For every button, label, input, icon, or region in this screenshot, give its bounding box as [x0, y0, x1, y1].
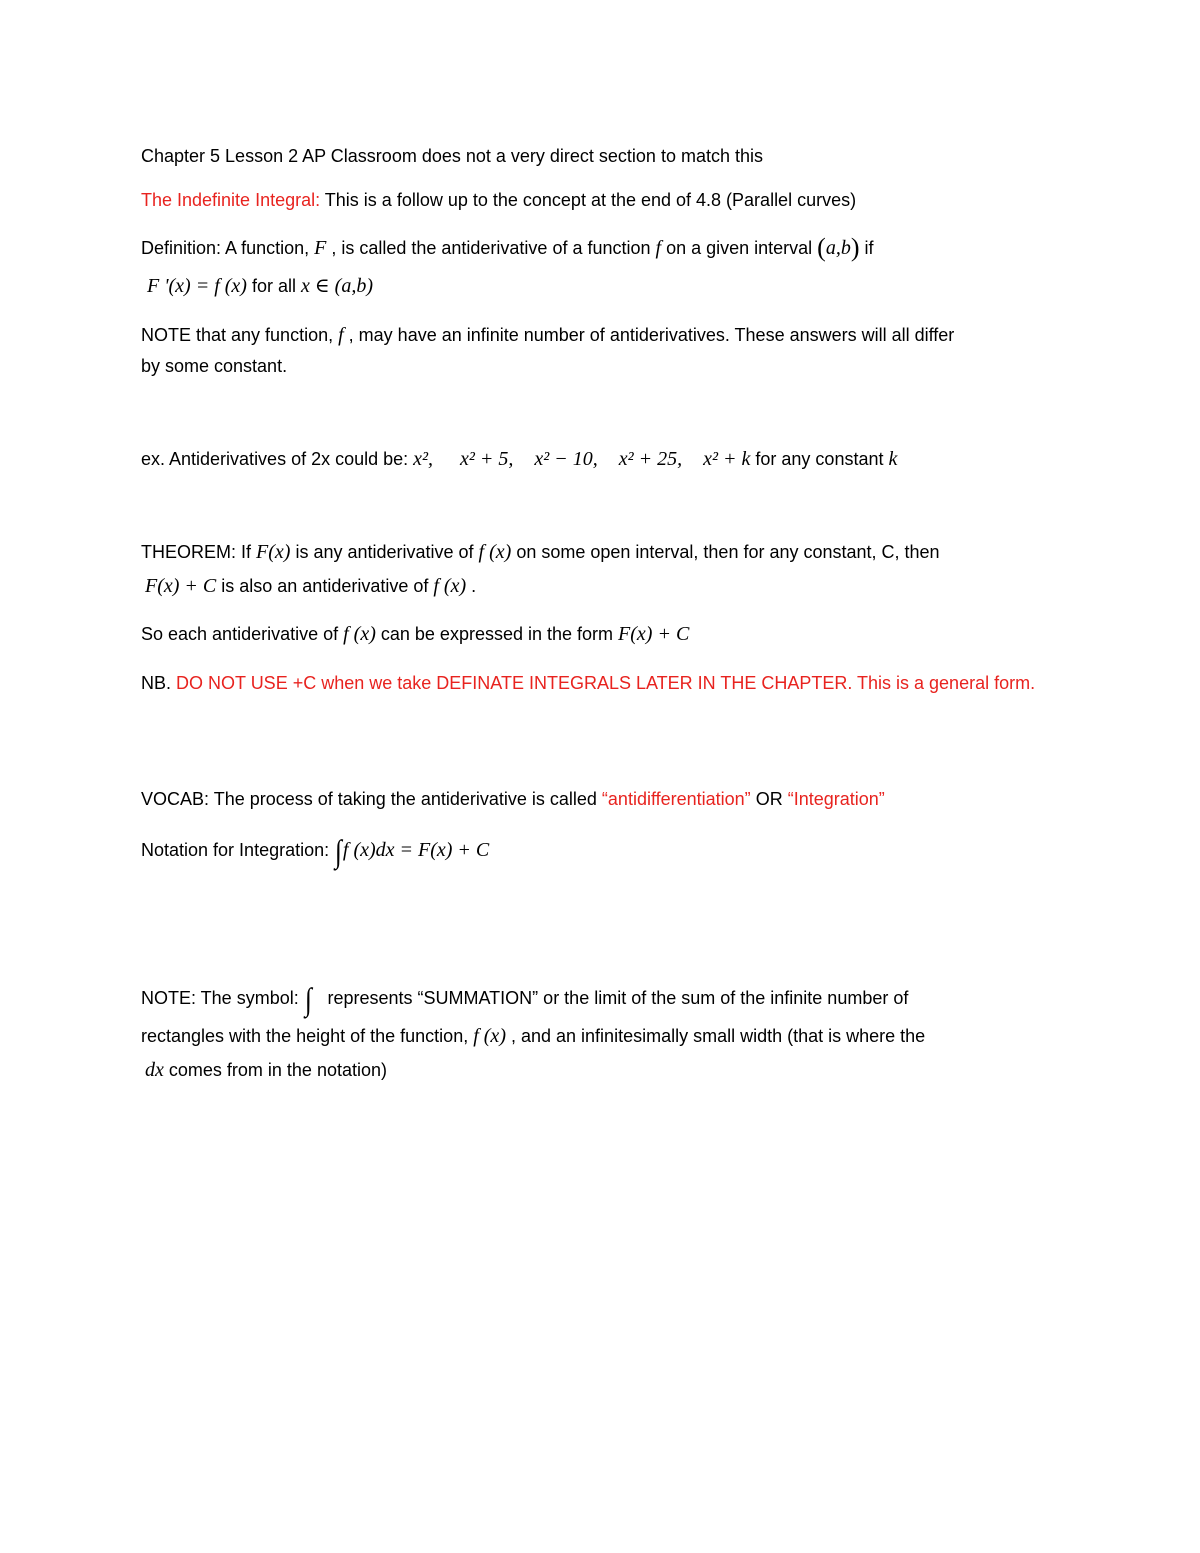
definition-mid1: , is called the antiderivative of a function — [326, 238, 656, 258]
so-each-math-2: F(x) + C — [618, 623, 690, 645]
integral-symbol: ∫ — [304, 981, 312, 1017]
nb-line — [141, 672, 1035, 694]
note-prefix: NOTE that any function, — [141, 325, 339, 345]
definition-prefix: Definition: A function, — [141, 238, 315, 258]
note-line-2 — [141, 355, 287, 377]
definition-domain: x ∈ (a,b) — [300, 275, 373, 297]
theorem-line-2-math-2: f (x) — [433, 575, 467, 597]
example-item-2: x² + 5, — [460, 448, 519, 470]
integral-sign: ∫ — [335, 833, 343, 869]
vocab-label: VOCAB: — [141, 789, 210, 809]
example-prefix: ex. Antiderivatives of 2x could be: — [141, 449, 414, 469]
nb-text: DO NOT USE +C when we take DEFINATE INTEGRALS LATER IN THE CHAPTER. This is a general form. — [176, 673, 1036, 693]
definition-line-2 — [147, 275, 373, 297]
so-each-math-1: f (x) — [343, 623, 376, 645]
definition-mid2: on a given interval — [661, 238, 818, 258]
example-var-k: k — [888, 448, 898, 470]
theorem-math-2: f (x) — [478, 541, 512, 563]
notation-label: Notation for Integration: — [141, 840, 335, 860]
vocab-text: The process of taking the antiderivative is called — [209, 789, 602, 809]
definition-derivative-eq: F '(x) = f (x) — [147, 275, 247, 297]
note-var-f: f — [338, 324, 344, 346]
theorem-line-2-math: F(x) + C — [145, 575, 217, 597]
definition-var-f: f — [655, 237, 662, 259]
example-item-5: x² + k — [703, 448, 751, 470]
vocab-or: OR — [750, 789, 788, 809]
theorem-line-2-end: . — [466, 576, 477, 596]
note-rest: , may have an infinite number of antiderivatives. These answers will all differ — [343, 325, 955, 345]
vocab-term-1: “antidifferentiation” — [601, 789, 751, 809]
page-title — [141, 145, 763, 167]
theorem-math-1: F(x) — [256, 541, 291, 563]
note-line-2-text: by some constant. — [141, 356, 288, 376]
example-item-1: x², — [413, 448, 439, 470]
note2-rest: represents “SUMMATION” or the limit of the sum of the infinite number of — [322, 988, 909, 1008]
definition-line-1 — [141, 233, 874, 262]
theorem-text-2: on some open interval, then for any constant, C, then — [511, 542, 940, 562]
so-each-text-2: can be expressed in the form — [375, 624, 619, 644]
open-paren: ( — [817, 233, 826, 262]
so-each-text-1: So each antiderivative of — [141, 624, 344, 644]
note2-line-2 — [141, 1025, 925, 1047]
vocab-term-2: “Integration” — [787, 789, 885, 809]
theorem-line-2 — [145, 575, 476, 597]
note2-line-1 — [141, 981, 909, 1017]
theorem-line-1 — [141, 541, 940, 563]
notation-formula: f (x)dx = F(x) + C — [342, 839, 490, 861]
so-each-line — [141, 623, 689, 645]
vocab-line — [141, 788, 885, 810]
topic-heading — [141, 189, 856, 211]
note2-line-3 — [145, 1059, 387, 1081]
note2-line-2-math: f (x) — [473, 1025, 506, 1047]
close-paren: ) — [850, 233, 860, 262]
note2-line-2-b: , and an infinitesimally small width (that is where the — [505, 1026, 926, 1046]
theorem-label: THEOREM: If — [141, 542, 257, 562]
definition-interval: a,b — [825, 237, 851, 259]
definition-var-F: F — [314, 237, 327, 259]
note2-prefix: NOTE: The symbol: — [141, 988, 304, 1008]
topic-text: This is a follow up to the concept at the end of 4.8 (Parallel curves) — [320, 190, 857, 210]
title-text: Chapter 5 Lesson 2 AP Classroom does not a very direct section to match this — [141, 146, 763, 166]
definition-suffix: if — [859, 238, 874, 258]
note2-line-3-text: comes from in the notation) — [163, 1060, 387, 1080]
notation-line — [141, 833, 490, 869]
nb-label: NB. — [141, 673, 177, 693]
example-item-3: x² − 10, — [534, 448, 603, 470]
note-line-1 — [141, 324, 954, 346]
definition-forall: for all — [246, 276, 301, 296]
theorem-text-1: is any antiderivative of — [290, 542, 479, 562]
note2-line-3-math: dx — [145, 1059, 164, 1081]
theorem-line-2-text: is also an antiderivative of — [216, 576, 434, 596]
topic-label: The Indefinite Integral: — [141, 190, 321, 210]
note2-line-2-a: rectangles with the height of the function, — [141, 1026, 474, 1046]
example-suffix: for any constant — [750, 449, 889, 469]
example-line — [141, 448, 897, 470]
example-item-4: x² + 25, — [618, 448, 688, 470]
